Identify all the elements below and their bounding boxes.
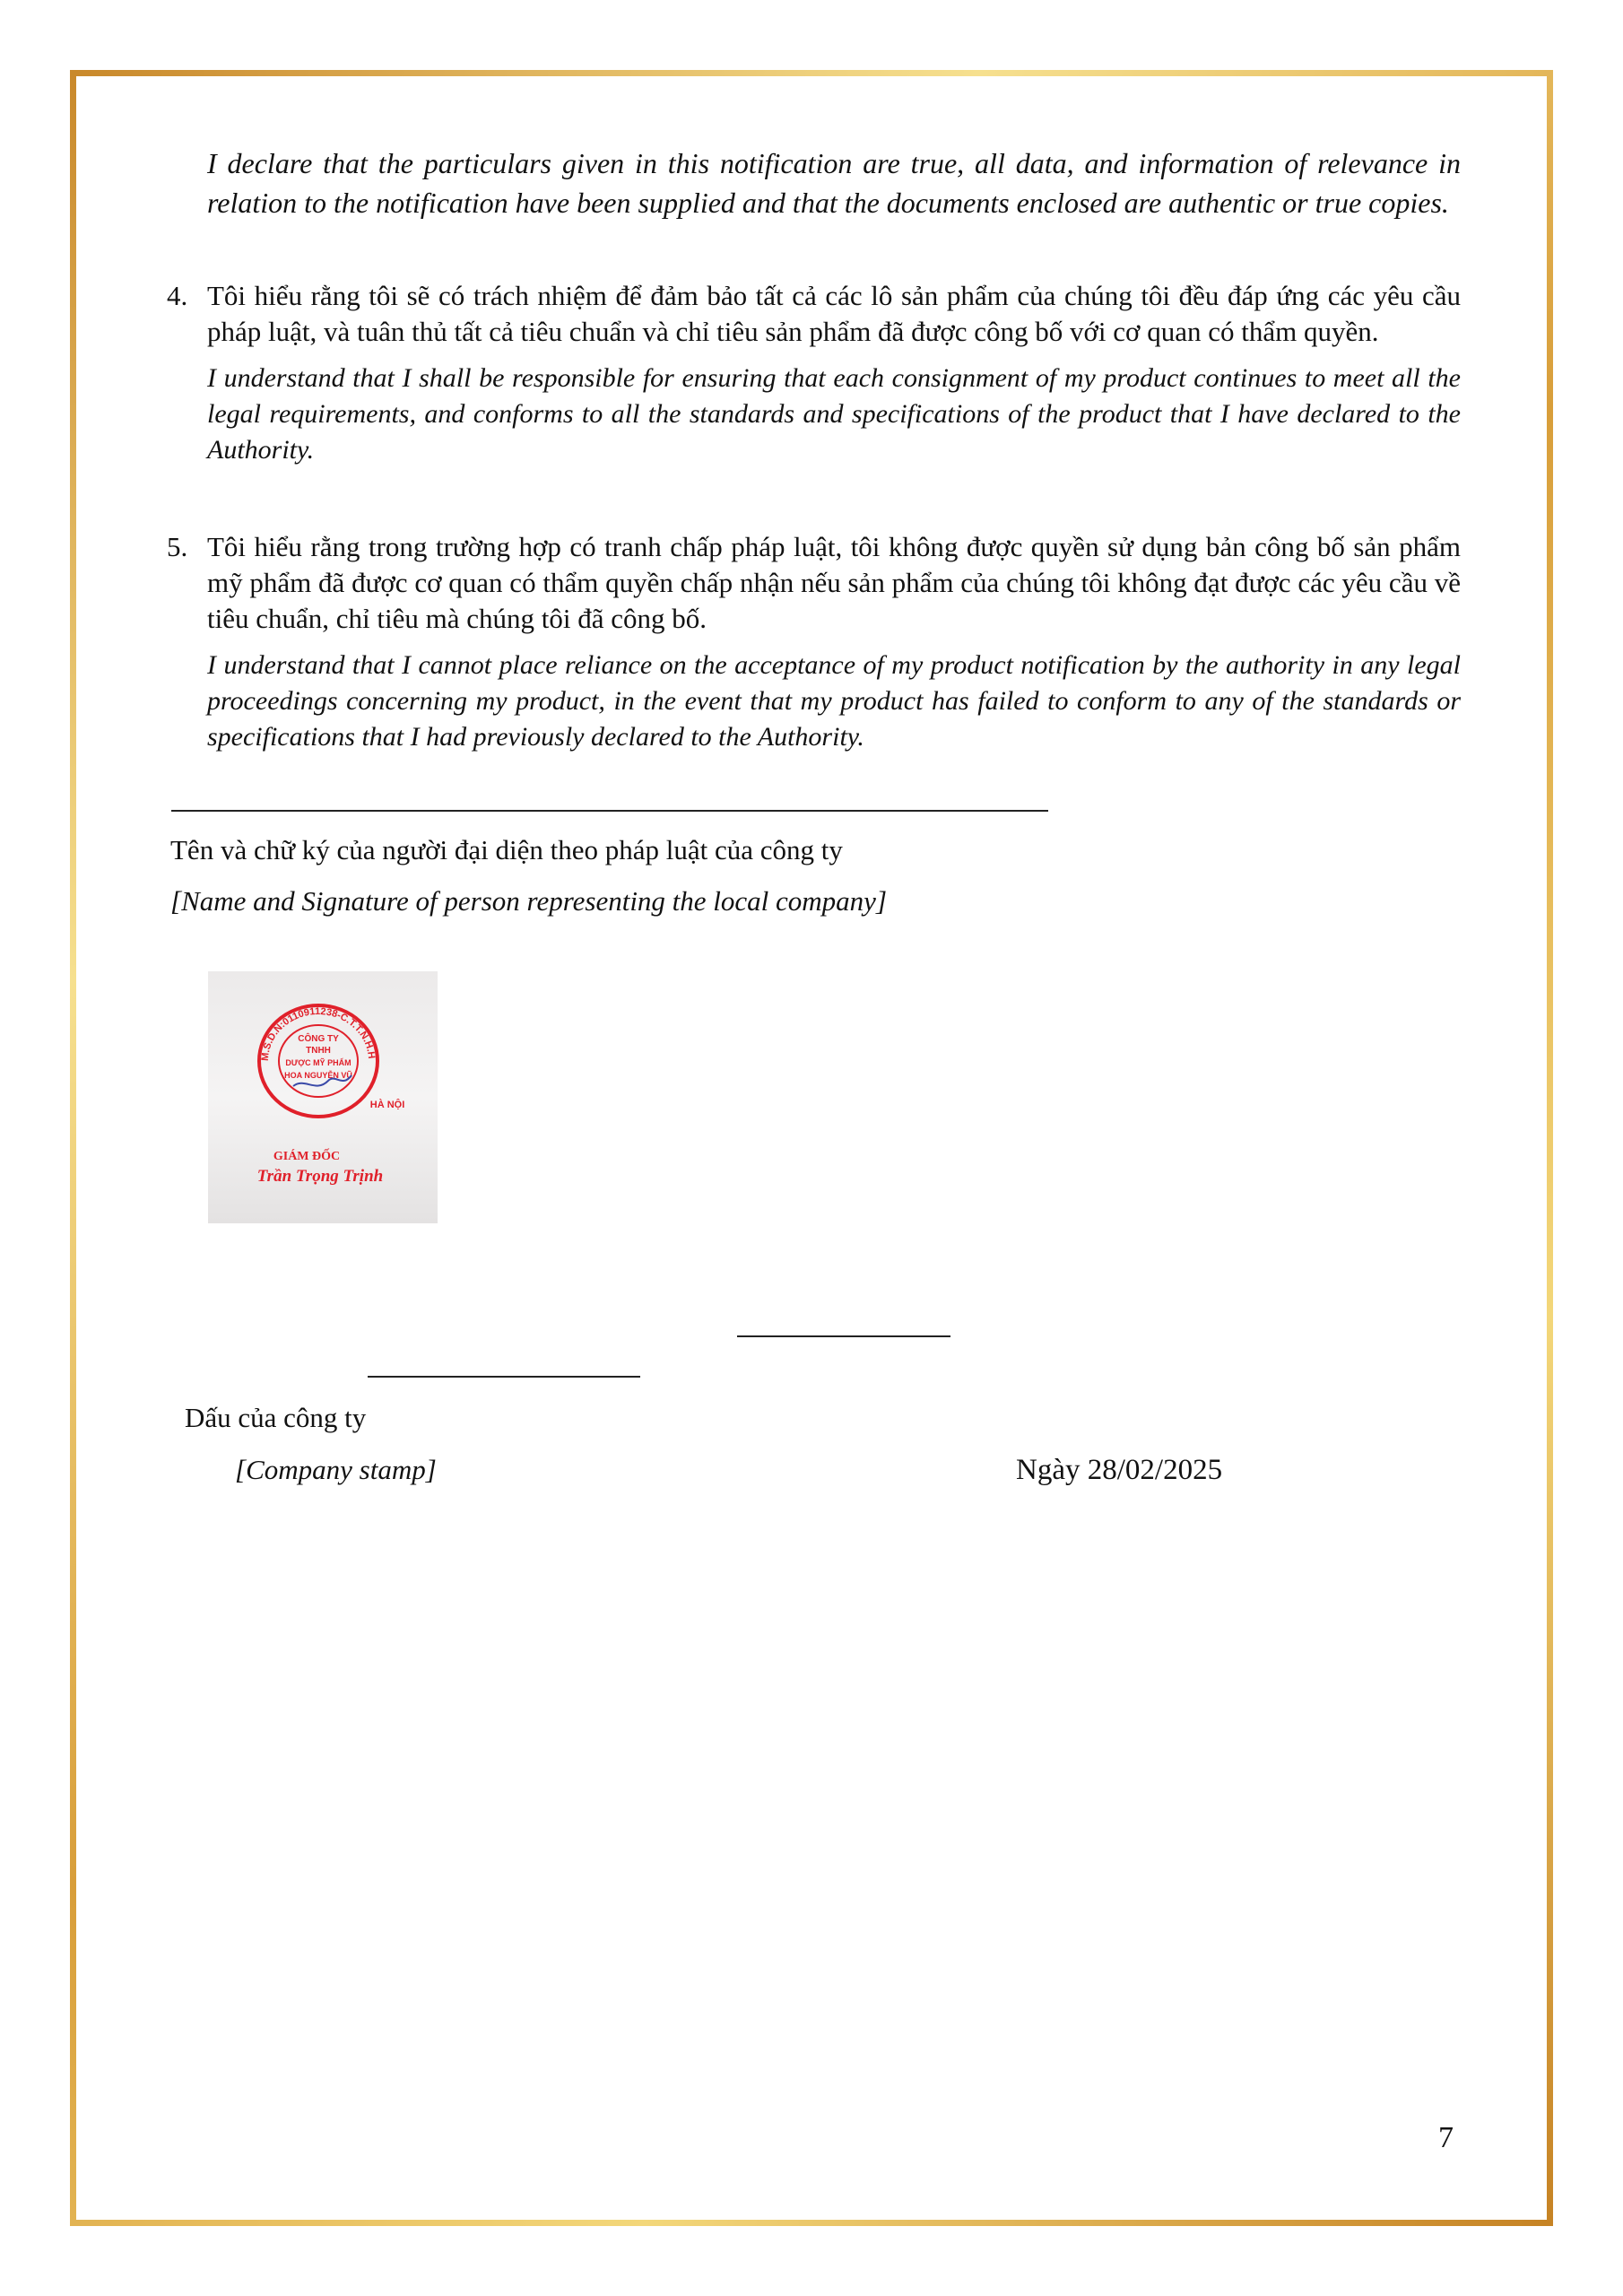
stamp-label-vi: Dấu của công ty — [185, 1402, 367, 1433]
stamp-company-line: HOA NGUYỄN VŨ — [284, 1071, 352, 1080]
stamp-title: GIÁM ĐỐC — [273, 1150, 341, 1163]
company-stamp-image — [208, 971, 438, 1223]
date-line — [737, 1335, 950, 1337]
signature-line — [171, 810, 1048, 812]
list-item-en: I understand that I cannot place reliance on the acceptance of my product notification by the authority in any legal proceedings concerning my product, in the event that my product has failed to conform to any of the standards or specifications that I had previously declared to the Authority. — [207, 650, 1461, 752]
stamp-company-line: TNHH — [306, 1046, 331, 1056]
list-item-vi: Tôi hiểu rằng trong trường hợp có tranh chấp pháp luật, tôi không được quyền sử dụng bản công bố sản phẩm mỹ phẩm đã được cơ quan có thẩm quyền chấp nhận nếu sản phẩm của chúng tôi không đạt được các yêu cầu về tiêu chuẩn, chỉ tiêu mà chúng tôi đã công bố. — [207, 531, 1461, 634]
stamp-label-en: [Company stamp] — [235, 1454, 437, 1485]
signature-label-vi: Tên và chữ ký của người đại diện theo pháp luật của công ty — [170, 834, 843, 865]
list-item-en: I understand that I shall be responsible for ensuring that each consignment of my product continues to meet all the legal requirements, and conforms to all the standards and specifications of the product that I have declared to the Authority. — [207, 363, 1461, 465]
company-seal — [208, 971, 438, 1223]
stamp-line — [368, 1376, 640, 1378]
stamp-company-line: DƯỢC MỸ PHẨM — [285, 1058, 352, 1067]
list-item-number: 5. — [167, 531, 188, 562]
stamp-ring-text: M.S.D.N:0110911238-C.T.T.N.H.H — [259, 1005, 378, 1062]
stamp-company-line: CÔNG TY — [298, 1034, 339, 1044]
list-item-5 — [167, 529, 1461, 755]
stamp-signer: Trần Trọng Trịnh — [256, 1167, 384, 1186]
stamp-city: HÀ NỘI — [369, 1100, 405, 1110]
date-text: Ngày 28/02/2025 — [1016, 1454, 1223, 1486]
list-item-number: 4. — [167, 280, 188, 311]
list-item-vi: Tôi hiểu rằng tôi sẽ có trách nhiệm để đảm bảo tất cả các lô sản phẩm của chúng tôi đều đáp ứng các yêu cầu pháp luật, và tuân thủ tất cả tiêu chuẩn và chỉ tiêu sản phẩm đã được công bố với cơ quan có thẩm quyền. — [207, 280, 1461, 347]
list-item-4 — [167, 278, 1461, 468]
declaration-en: I declare that the particulars given in this notification are true, all data, and information of relevance in relation to the notification have been supplied and that the documents enclosed are authentic or true copies. — [207, 147, 1461, 219]
signature-label-en: [Name and Signature of person representing the local company] — [170, 885, 888, 917]
page-number: 7 — [1438, 2121, 1454, 2154]
